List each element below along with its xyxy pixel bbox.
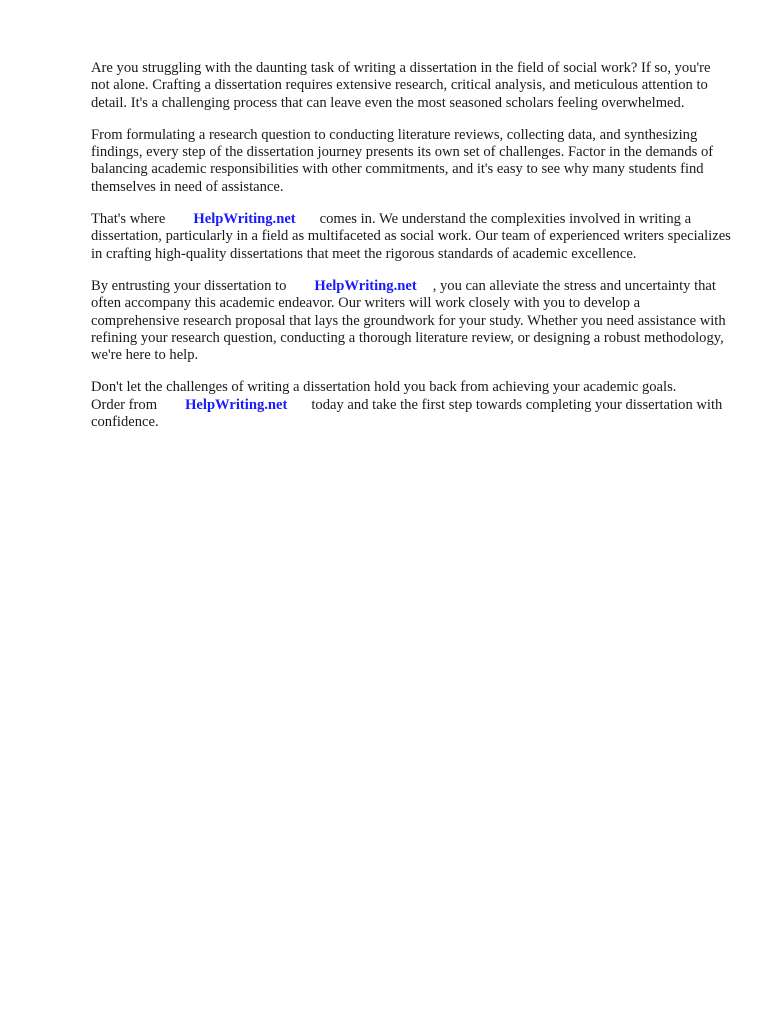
paragraph-entrust-lead: By entrusting your dissertation to xyxy=(91,277,287,294)
paragraph-intro xyxy=(91,60,731,112)
paragraph-challenges xyxy=(91,127,731,196)
helpwriting-link-2[interactable]: HelpWriting.net xyxy=(314,277,417,294)
paragraph-entrust-text: , you can alleviate the stress and uncertainty that often accompany this academic endeavor. Our writers will work closely with you to develop a comprehensive research proposal that lays the groundwork for your study. Whether you need assistance with refining your research question, conducting a thorough literature review, or designing a robust methodology, we're here to help. xyxy=(91,277,726,364)
paragraph-service-lead: That's where xyxy=(91,211,166,228)
paragraph-challenges-text: From formulating a research question to conducting literature reviews, collecting data, and synthesizing findings, every step of the dissertation journey presents its own set of challenges. Factor in the demands of balancing academic responsibilities with other commitments, and it's easy to see why many students find themselves in need of assistance. xyxy=(91,126,714,195)
paragraph-order-line1: Don't let the challenges of writing a dissertation hold you back from achieving your academic goals. xyxy=(91,379,677,396)
paragraph-order xyxy=(91,379,731,431)
paragraph-order-text: today and take the first step towards completing your dissertation with confidence. xyxy=(91,396,723,431)
helpwriting-link-1[interactable]: HelpWriting.net xyxy=(193,211,296,228)
document-page xyxy=(91,60,731,446)
paragraph-order-lead: Order from xyxy=(91,396,158,413)
paragraph-entrust xyxy=(91,278,731,364)
helpwriting-link-3[interactable]: HelpWriting.net xyxy=(185,396,288,413)
paragraph-service-text: comes in. We understand the complexities involved in writing a dissertation, particularly in a field as multifaceted as social work. Our team of experienced writers specializes in crafting high-quality dissertations that meet the rigorous standards of academic excellence. xyxy=(91,211,731,262)
paragraph-service xyxy=(91,211,731,263)
paragraph-intro-text: Are you struggling with the daunting task of writing a dissertation in the field of social work? If so, you're not alone. Crafting a dissertation requires extensive research, critical analysis, and meticulous attention to detail. It's a challenging process that can leave even the most seasoned scholars feeling overwhelmed. xyxy=(91,60,711,111)
